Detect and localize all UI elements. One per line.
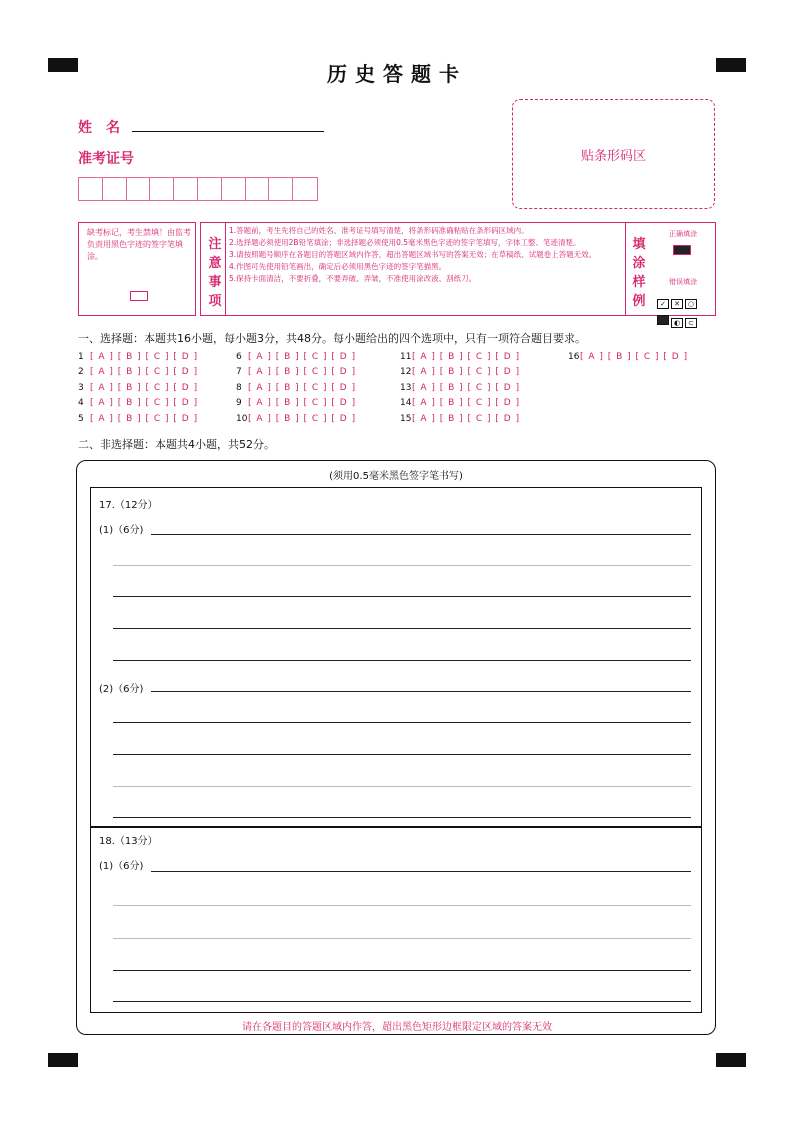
page-title: 历史答题卡 — [327, 62, 467, 86]
mcq-number: 10 — [236, 413, 248, 424]
mcq-options[interactable]: [ A ] [ B ] [ C ] [ D ] — [412, 367, 521, 378]
mcq-options[interactable]: [ A ] [ B ] [ C ] [ D ] — [90, 382, 199, 393]
corner-mark-bottom-left — [48, 1053, 78, 1067]
mcq-question[interactable] — [400, 352, 520, 362]
mcq-question[interactable] — [78, 383, 198, 393]
mcq-options[interactable]: [ A ] [ B ] [ C ] [ D ] — [580, 352, 689, 362]
notice-heading: 注 意 事 项 — [208, 237, 222, 309]
mcq-options[interactable]: [ A ] [ B ] [ C ] [ D ] — [90, 398, 199, 409]
mcq-number: 8 — [236, 382, 242, 393]
name-label: 姓 名 — [78, 120, 120, 136]
mcq-question[interactable] — [568, 352, 688, 362]
wrong-fill-label: 错误填涂 — [669, 278, 697, 286]
q18-part1-label: (1)（6分) — [99, 861, 144, 872]
wrong-fill-samples: ✓ ✕ ○ ◐ ⊂ — [657, 291, 699, 329]
barcode-label: 贴条形码区 — [580, 148, 646, 164]
mcq-question[interactable] — [236, 383, 356, 393]
mcq-question[interactable] — [236, 367, 356, 377]
mcq-options[interactable]: [ A ] [ B ] [ C ] [ D ] — [412, 382, 521, 393]
mcq-question[interactable] — [236, 414, 356, 424]
mcq-question[interactable] — [78, 352, 198, 362]
mcq-number: 5 — [78, 413, 84, 424]
mcq-options[interactable]: [ A ] [ B ] [ C ] [ D ] — [412, 398, 521, 409]
absent-text: 缺考标记，考生禁填！由监考负责用黑色字迹的签字笔填涂。 — [87, 228, 191, 261]
q17-answer-box[interactable] — [90, 487, 702, 827]
mcq-options[interactable]: [ A ] [ B ] [ C ] [ D ] — [90, 413, 199, 424]
notice-item: 3.请按照题号顺序在各题目的答题区域内作答，超出答题区域书写的答案无效；在草稿纸、试题卷上答题无效。 — [229, 250, 597, 259]
mcq-options[interactable]: [ A ] [ B ] [ C ] [ D ] — [90, 352, 199, 362]
mcq-number: 2 — [78, 367, 84, 378]
notice-item: 2.选择题必须使用2B铅笔填涂；非选择题必须使用0.5毫米黑色字迹的签字笔填写，字体工整、笔迹清楚。 — [229, 238, 581, 247]
mcq-number: 11 — [400, 352, 412, 362]
mcq-number: 14 — [400, 398, 412, 409]
mcq-options[interactable]: [ A ] [ B ] [ C ] [ D ] — [248, 413, 357, 424]
answer-frame — [76, 460, 716, 1035]
correct-fill-label: 正确填涂 — [669, 230, 697, 238]
exam-id-label: 准考证号 — [78, 151, 134, 167]
mcq-number: 16 — [568, 352, 580, 362]
q17-part2-label: (2)（6分) — [99, 684, 144, 695]
mcq-question[interactable] — [78, 398, 198, 408]
mcq-number: 4 — [78, 398, 84, 409]
correct-fill-sample — [673, 245, 691, 255]
notice-item: 4.作图可先使用铅笔画出，确定后必须用黑色字迹的签字笔描黑。 — [229, 262, 447, 271]
corner-mark-bottom-right — [716, 1053, 746, 1067]
mcq-number: 7 — [236, 367, 242, 378]
section1-title: 一、选择题：本题共16小题，每小题3分，共48分。每小题给出的四个选项中，只有一项符合题目要求。 — [78, 332, 586, 345]
absent-box — [78, 222, 196, 316]
mcq-question[interactable] — [236, 352, 356, 362]
mcq-number: 15 — [400, 413, 412, 424]
mcq-question[interactable] — [236, 398, 356, 408]
q17-part1-label: (1)（6分) — [99, 525, 144, 536]
mcq-options[interactable]: [ A ] [ B ] [ C ] [ D ] — [412, 413, 521, 424]
notice-item: 1.答题前，考生先将自己的姓名、准考证号填写清楚，将条形码准确粘贴在条形码区域内。 — [229, 226, 529, 235]
mcq-question[interactable] — [78, 367, 198, 377]
pen-note: (须用0.5毫米黑色签字笔书写) — [329, 471, 463, 482]
mcq-options[interactable]: [ A ] [ B ] [ C ] [ D ] — [248, 382, 357, 393]
mcq-options[interactable]: [ A ] [ B ] [ C ] [ D ] — [248, 398, 357, 409]
mcq-number: 12 — [400, 367, 412, 378]
mcq-number: 13 — [400, 382, 412, 393]
notice-list — [229, 225, 621, 285]
mcq-number: 3 — [78, 382, 84, 393]
barcode-area — [512, 99, 715, 209]
notice-box — [200, 222, 716, 327]
mcq-options[interactable]: [ A ] [ B ] [ C ] [ D ] — [248, 352, 357, 362]
mcq-question[interactable] — [400, 383, 520, 393]
name-field[interactable] — [132, 131, 324, 132]
q18-answer-box[interactable] — [90, 827, 702, 1013]
mcq-options[interactable]: [ A ] [ B ] [ C ] [ D ] — [90, 367, 199, 378]
exam-id-boxes[interactable] — [78, 177, 318, 201]
q18-label: 18.（13分） — [99, 836, 158, 847]
footer-note: 请在各题目的答题区域内作答，超出黑色矩形边框限定区域的答案无效 — [242, 1022, 552, 1033]
fill-example-heading: 填 涂 样 例 — [632, 237, 646, 309]
mcq-question[interactable] — [400, 414, 520, 424]
mcq-number: 1 — [78, 352, 84, 362]
absent-checkbox[interactable] — [130, 291, 148, 301]
mcq-question[interactable] — [400, 398, 520, 408]
mcq-options[interactable]: [ A ] [ B ] [ C ] [ D ] — [248, 367, 357, 378]
notice-item: 5.保持卡面清洁，不要折叠，不要弄破、弄皱，不准使用涂改液、刮纸刀。 — [229, 274, 477, 283]
q17-label: 17.（12分） — [99, 500, 158, 511]
mcq-question[interactable] — [400, 367, 520, 377]
mcq-number: 6 — [236, 352, 242, 362]
section2-title: 二、非选择题：本题共4小题，共52分。 — [78, 438, 275, 451]
mcq-question[interactable] — [78, 414, 198, 424]
mcq-number: 9 — [236, 398, 242, 409]
mcq-options[interactable]: [ A ] [ B ] [ C ] [ D ] — [412, 352, 521, 362]
